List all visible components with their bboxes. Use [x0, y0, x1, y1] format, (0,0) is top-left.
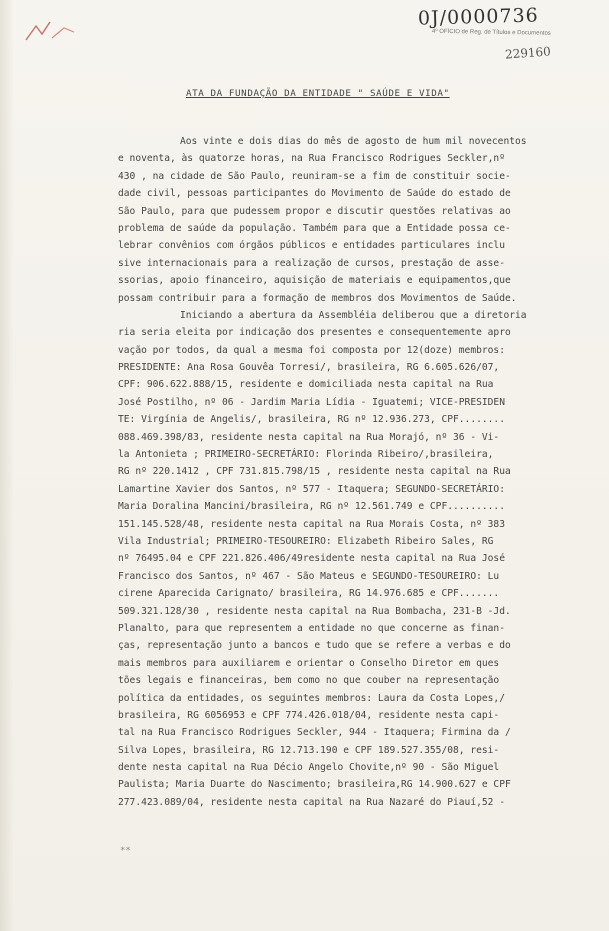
- body-line: São Paulo, para que pudessem propor e discutir questões relativas ao: [118, 205, 511, 217]
- body-line: 151.145.528/48, residente nesta capital na Rua Morais Costa, nº 383: [118, 518, 505, 530]
- document-title: ATA DA FUNDAÇÃO DA ENTIDADE " SAÚDE E VIDA": [186, 88, 450, 99]
- body-line: política da entidades, os seguintes membros: Laura da Costa Lopes,/: [118, 692, 505, 704]
- body-line: ria seria eleita por indicação dos presentes e consequentemente apro: [118, 327, 511, 339]
- body-line: tões legais e financeiras, bem como no que couber na representação: [118, 675, 500, 687]
- body-line: Vila Industrial; PRIMEIRO-TESOUREIRO: Elizabeth Ribeiro Sales, RG: [118, 535, 494, 547]
- body-line: Planalto, para que representem a entidade no que concerne as finan-: [118, 622, 505, 634]
- body-line: lebrar convênios com órgãos públicos e entidades particulares inclu: [118, 240, 505, 252]
- body-line: 277.423.089/04, residente nesta capital na Rua Nazaré do Piauí,52 -: [118, 796, 505, 808]
- body-line: vação por todos, da qual a mesma foi composta por 12(doze) membros:: [118, 344, 505, 356]
- footer-mark: **: [120, 846, 131, 856]
- body-line: sive internacionais para a realização de cursos, prestação de asse-: [118, 257, 505, 269]
- body-line: Paulista; Maria Duarte do Nascimento; brasileira,RG 14.900.627 e CPF: [118, 779, 511, 791]
- body-line: CPF: 906.622.888/15, residente e domiciliada nesta capital na Rua: [118, 379, 494, 391]
- body-line: Silva Lopes, brasileira, RG 12.713.190 e CPF 189.527.355/08, resi-: [118, 744, 500, 756]
- body-line: Lamartine Xavier dos Santos, nº 577 - Itaquera; SEGUNDO-SECRETÁRIO:: [118, 483, 505, 495]
- body-line: e noventa, às quatorze horas, na Rua Francisco Rodrigues Seckler,nº: [118, 153, 505, 165]
- body-line: TE: Virgínia de Angelis/, brasileira, RG nº 12.936.273, CPF........: [118, 414, 505, 426]
- body-line: 509.321.128/30 , residente nesta capital na Rua Bombacha, 231-B -Jd.: [118, 605, 511, 617]
- body-line: Maria Doralina Mancini/brasileira, RG nº 12.561.749 e CPF..........: [118, 501, 505, 513]
- body-line: dade civil, pessoas participantes do Movimento de Saúde do estado de: [118, 188, 511, 200]
- body-line: dente nesta capital na Rua Décio Angelo Chovite,nº 90 - São Miguel: [118, 762, 500, 774]
- registry-stamp-number: 229160: [504, 44, 552, 62]
- body-line: Iniciando a abertura da Assembléia deliberou que a diretoria: [180, 309, 527, 321]
- page-edge-shadow: [0, 0, 14, 931]
- document-body: [118, 133, 550, 811]
- body-line: José Postilho, nº 06 - Jardim Maria Lídia - Iguatemi; VICE-PRESIDEN: [118, 396, 505, 408]
- body-line: RG nº 220.1412 , CPF 731.815.798/15 , residente nesta capital na Rua: [118, 466, 511, 478]
- red-handwritten-mark: [22, 18, 80, 46]
- registry-stamp-text: 4º OFÍCIO de Reg. de Títulos e Documentos: [431, 28, 551, 37]
- body-line: ssorias, apoio financeiro, aquisição de materiais e equipamentos,que: [118, 275, 511, 287]
- body-line: PRESIDENTE: Ana Rosa Gouvêa Torresi/, brasileira, RG 6.605.626/07,: [118, 362, 500, 374]
- body-line: possam contribuir para a formação de membros dos Movimentos de Saúde.: [118, 292, 517, 304]
- body-line: ças, representação junto a bancos e tudo que se refere a verbas e do: [118, 640, 511, 652]
- body-line: Aos vinte e dois dias do mês de agosto de hum mil novecentos: [180, 136, 527, 147]
- document-stamp-number: 0J/0000736: [417, 4, 540, 30]
- body-line: la Antonieta ; PRIMEIRO-SECRETÁRIO: Florinda Ribeiro/,brasileira,: [118, 449, 494, 461]
- body-line: problema de saúde da população. Também para que a Entidade possa ce-: [118, 222, 511, 234]
- body-line: brasileira, RG 6056953 e CPF 774.426.018/04, residente nesta capi-: [118, 709, 500, 721]
- body-line: tal na Rua Francisco Rodrigues Seckler, 944 - Itaquera; Firmina da /: [118, 727, 511, 739]
- body-line: 088.469.398/83, residente nesta capital na Rua Morajó, nº 36 - Vi-: [118, 431, 500, 443]
- body-line: 430 , na cidade de São Paulo, reuniram-se a fim de constituir socie-: [118, 170, 511, 182]
- body-line: Francisco dos Santos, nº 467 - São Mateus e SEGUNDO-TESOUREIRO: Lu: [118, 570, 500, 582]
- body-line: mais membros para auxiliarem e orientar o Conselho Diretor em ques: [118, 657, 500, 669]
- body-line: nº 76495.04 e CPF 221.826.406/49residente nesta capital na Rua José: [118, 553, 505, 565]
- body-line: cirene Aparecida Carignato/ brasileira, RG 14.976.685 e CPF.......: [118, 588, 500, 600]
